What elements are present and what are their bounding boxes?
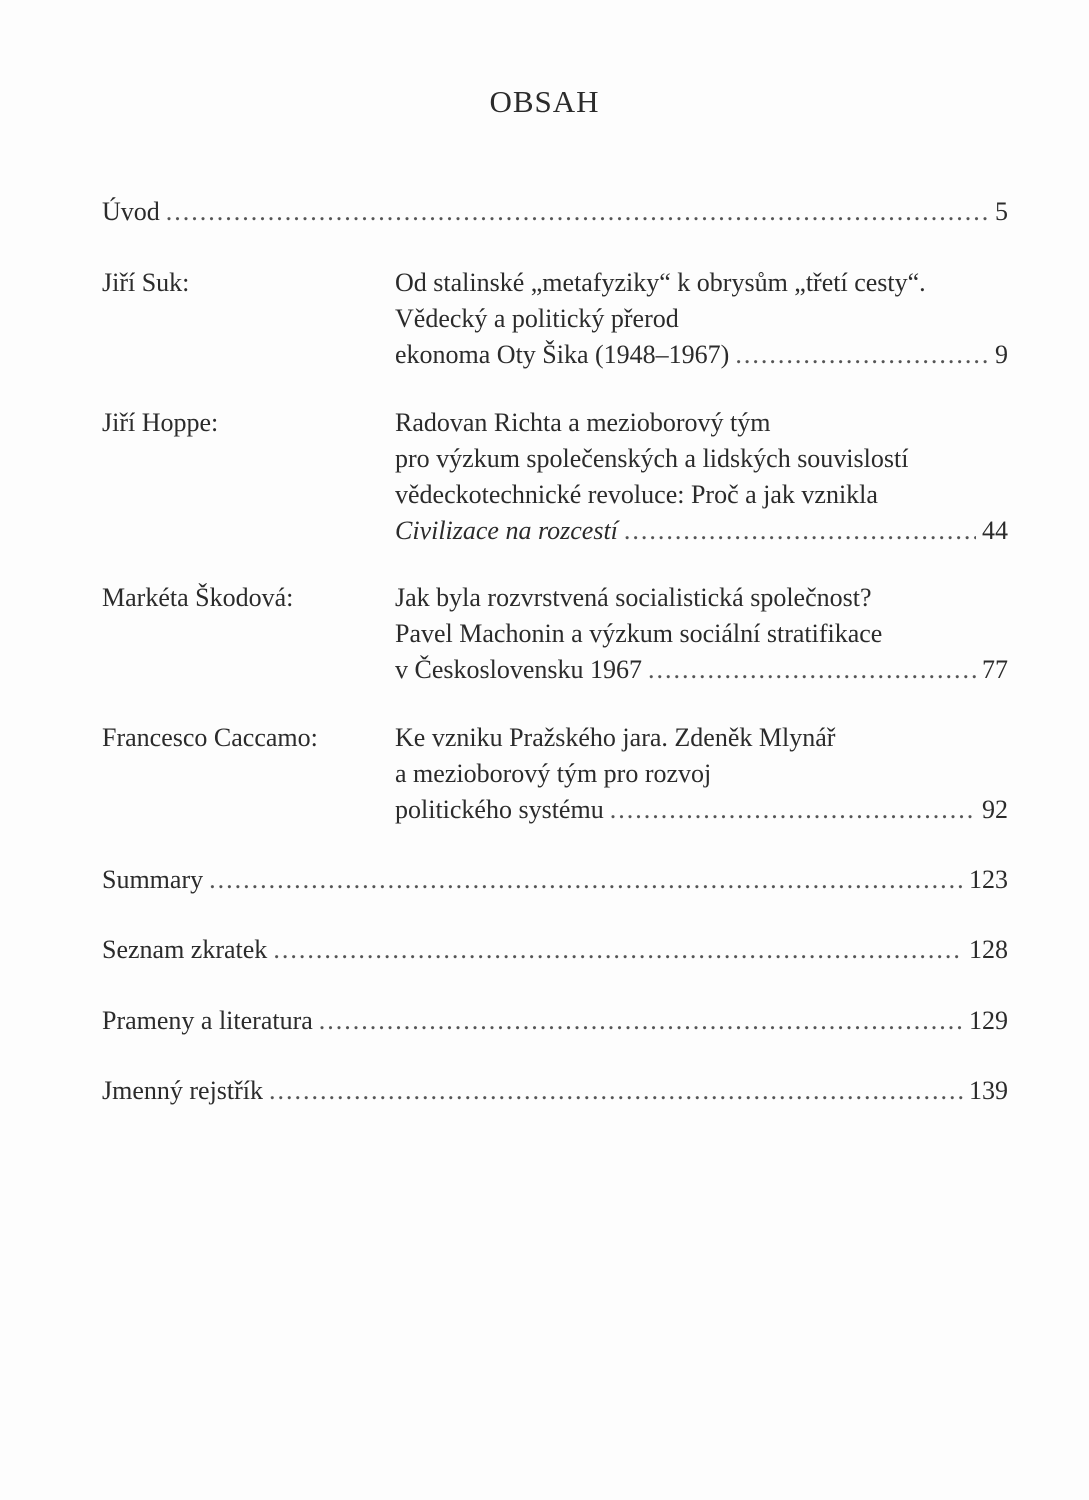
toc-entry-label: Prameny a literatura (102, 1006, 313, 1035)
chapter-title (395, 720, 1008, 828)
chapter-author: Jiří Hoppe: (102, 408, 219, 437)
toc-page-number: 44 (982, 516, 1008, 545)
toc-entry-abbreviations (102, 932, 1008, 968)
dot-leader (735, 337, 989, 373)
dot-leader (273, 932, 963, 968)
page-title: OBSAH (489, 84, 600, 119)
chapter-title-line: Ke vzniku Pražského jara. Zdeněk Mlynář (395, 723, 836, 752)
toc-page-number: 5 (995, 197, 1008, 226)
chapter-title (395, 265, 1008, 373)
toc-page-number: 128 (969, 935, 1008, 964)
chapter-title-line: Radovan Richta a mezioborový tým (395, 408, 771, 437)
chapter-title (395, 580, 1008, 688)
toc-page-number: 9 (995, 340, 1008, 369)
chapter-title-line: Pavel Machonin a výzkum sociální stratifikace (395, 619, 883, 648)
chapter-title (395, 405, 1008, 549)
dot-leader (209, 862, 963, 898)
toc-chapter (102, 265, 1008, 375)
chapter-title-line: vědeckotechnické revoluce: Proč a jak vznikla (395, 480, 878, 509)
chapter-author: Jiří Suk: (102, 268, 190, 297)
toc-entry-label: Jmenný rejstřík (102, 1076, 264, 1105)
toc-entry-label: Summary (102, 865, 204, 894)
toc-page-number: 77 (982, 655, 1008, 684)
chapter-title-line: Civilizace na rozcestí (395, 516, 618, 545)
toc-chapter (102, 580, 1008, 690)
chapter-title-line: v Československu 1967 (395, 655, 642, 684)
dot-leader (319, 1003, 963, 1039)
chapter-author: Francesco Caccamo: (102, 723, 318, 752)
dot-leader (624, 513, 976, 549)
chapter-title-line: politického systému (395, 795, 604, 824)
chapter-title-line: Od stalinské „metafyziky“ k obrysům „třetí cesty“. (395, 268, 926, 297)
dot-leader (166, 194, 989, 230)
toc-chapter (102, 720, 1008, 830)
toc-page-number: 92 (982, 795, 1008, 824)
toc-entry-intro (102, 194, 1008, 230)
toc-entry-label: Úvod (102, 197, 160, 226)
toc-page-number: 139 (969, 1076, 1008, 1105)
toc-page-number: 129 (969, 1006, 1008, 1035)
toc-chapter (102, 405, 1008, 551)
chapter-title-line: pro výzkum společenských a lidských souvislostí (395, 444, 909, 473)
toc-entry-label: Seznam zkratek (102, 935, 268, 964)
chapter-title-line: Jak byla rozvrstvená socialistická společnost? (395, 583, 872, 612)
chapter-author: Markéta Škodová: (102, 583, 294, 612)
chapter-title-line: ekonoma Oty Šika (1948–1967) (395, 340, 730, 369)
toc-entry-sources (102, 1003, 1008, 1039)
toc-entry-summary (102, 862, 1008, 898)
dot-leader (648, 652, 976, 688)
chapter-title-line: a mezioborový tým pro rozvoj (395, 759, 712, 788)
chapter-title-line: Vědecký a politický přerod (395, 304, 679, 333)
toc-page-number: 123 (969, 865, 1008, 894)
dot-leader (269, 1073, 963, 1109)
dot-leader (610, 792, 976, 828)
toc-entry-index (102, 1073, 1008, 1109)
